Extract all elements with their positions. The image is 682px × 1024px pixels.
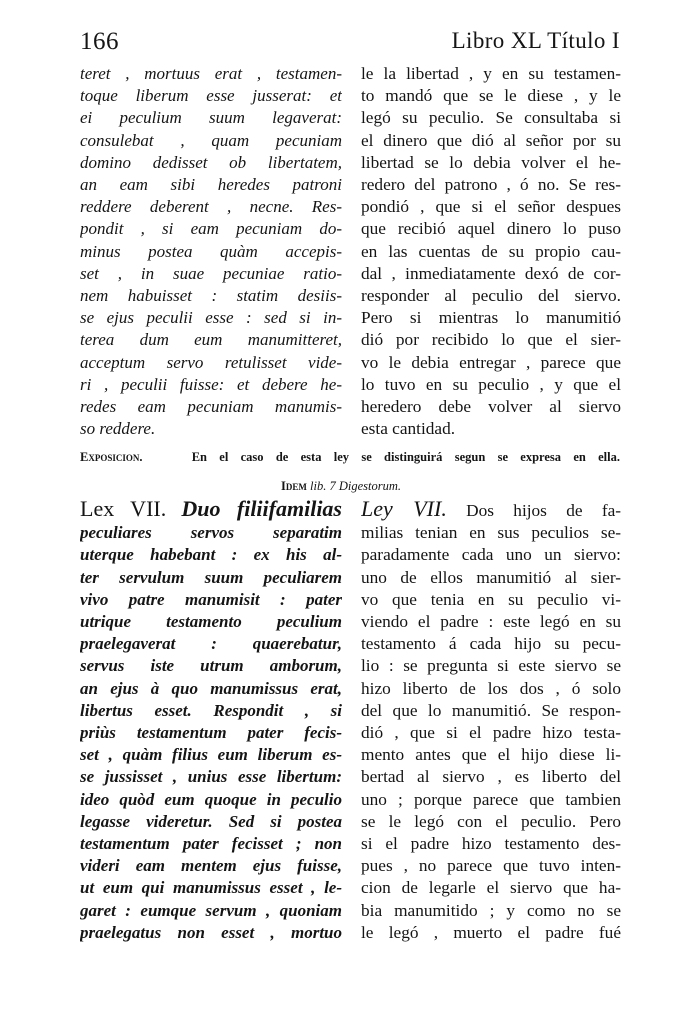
text-line: vo que tenia en su peculio vi- bbox=[361, 589, 621, 609]
text-line: garet : eumque servum , quoniam bbox=[80, 900, 342, 920]
text-line: pondió , que si el señor despues bbox=[361, 197, 621, 217]
text-line: ideo quòd eum quoque in peculio bbox=[80, 789, 342, 809]
text-line: el dinero que dió al señor por su bbox=[361, 130, 621, 150]
text-line: dal , inmediatamente dexó de cor- bbox=[361, 263, 621, 283]
text-line: domino dedisset ob libertatem, bbox=[80, 152, 342, 172]
text-line: se le legó con el peculio. Pero bbox=[361, 811, 621, 831]
page-number: 166 bbox=[80, 28, 119, 55]
text-line: nem habuisset : statim desiis- bbox=[80, 286, 342, 306]
text-line: testamento á cada hijo su pecu- bbox=[361, 634, 621, 654]
text-line: redes eam pecuniam manumis- bbox=[80, 397, 342, 417]
source-citation bbox=[0, 479, 682, 494]
text-line: ter servulum suum peculiarem bbox=[80, 567, 342, 587]
text-line: se ejus peculii esse : sed si in- bbox=[80, 308, 342, 328]
text-line: legasse videretur. Sed si postea bbox=[80, 811, 342, 831]
source-idem: Idem bbox=[281, 479, 307, 493]
text-line: bertad al siervo , es liberto del bbox=[361, 767, 621, 787]
text-line: cion de legarle el siervo que ha- bbox=[361, 878, 621, 898]
text-line: ei peculium suum legaverat: bbox=[80, 108, 342, 128]
text-line: servus iste utrum amborum, bbox=[80, 656, 342, 676]
text-line: uterque habebant : ex his al- bbox=[80, 545, 342, 565]
text-line: milias tenian en sus peculios se- bbox=[361, 523, 621, 543]
text-line: reddere deberent , necne. Res- bbox=[80, 197, 342, 217]
text-line: videri eam mentem ejus fuisse, bbox=[80, 856, 342, 876]
text-line: so reddere. bbox=[80, 419, 156, 439]
text-line: ri , peculii fuisse: et debere he- bbox=[80, 374, 342, 394]
text-line: priùs testamentum pater fecis- bbox=[80, 723, 342, 743]
text-line: an eam sibi heredes patroni bbox=[80, 175, 342, 195]
running-head bbox=[80, 28, 620, 58]
text-line: mento antes que el hijo diese li- bbox=[361, 745, 621, 765]
text-line: esta cantidad. bbox=[361, 419, 456, 439]
text-line: to mandó que se le diese , y le bbox=[361, 86, 621, 106]
exposicion-text: En el caso de esta ley se distinguirá segun se expresa en ella. bbox=[191, 450, 620, 464]
text-line: paradamente cada uno un siervo: bbox=[361, 545, 621, 565]
text-line: set , in suae pecuniae ratio- bbox=[80, 263, 342, 283]
text-line: toque liberum esse jusserat: et bbox=[80, 86, 342, 106]
source-reference: lib. 7 Digestorum. bbox=[306, 479, 401, 493]
text-line: en las cuentas de su propio cau- bbox=[361, 241, 621, 261]
text-line: vivo patre manumisit : pater bbox=[80, 589, 342, 609]
text-line: libertus esset. Respondit , si bbox=[80, 700, 342, 720]
spanish-column-bottom bbox=[361, 498, 621, 944]
text-line: praelegatus non esset , mortuo bbox=[80, 922, 342, 942]
text-line: peculiares servos separatim bbox=[80, 523, 342, 543]
spanish-column-top bbox=[361, 63, 621, 440]
ley-opening-words: Dos hijos de fa- bbox=[466, 501, 621, 520]
text-line: teret , mortuus erat , testamen- bbox=[80, 64, 342, 83]
latin-column-top bbox=[80, 63, 342, 440]
text-line: pondit , si eam pecuniam do- bbox=[80, 219, 342, 239]
text-line: consulebat , quam pecuniam bbox=[80, 130, 342, 150]
text-line: responder al peculio del siervo. bbox=[361, 286, 621, 306]
text-line: se jussisset , unius esse libertum: bbox=[80, 767, 342, 787]
text-line: bia manumitido ; y como no se bbox=[361, 900, 621, 920]
latin-column-bottom bbox=[80, 498, 342, 944]
lex-opening-words: Duo filiifamilias bbox=[181, 498, 342, 521]
text-line: le la libertad , y en su testamen- bbox=[361, 64, 621, 83]
text-line: que recibió aquel dinero lo puso bbox=[361, 219, 621, 239]
text-line: an ejus à quo manumissus erat, bbox=[80, 678, 342, 698]
text-line: redero del patrono , ó no. Se res- bbox=[361, 175, 621, 195]
lex-label: Lex VII. bbox=[80, 498, 167, 521]
text-line: testamentum pater fecisset ; non bbox=[80, 834, 342, 854]
spanish-lead-line bbox=[361, 498, 621, 522]
text-line: pues , no parece que tuvo inten- bbox=[361, 856, 621, 876]
text-line: minus postea quàm accepis- bbox=[80, 241, 342, 261]
text-line: uno de ellos manumitió al sier- bbox=[361, 567, 621, 587]
text-line: libertad se lo debia volver el he- bbox=[361, 152, 621, 172]
text-line: praelegaverat : quaerebatur, bbox=[80, 634, 342, 654]
text-line: dió , que si el padre hizo testa- bbox=[361, 723, 621, 743]
text-line: si el padre hizo testamento des- bbox=[361, 834, 621, 854]
text-line: acceptum servo retulisset vide- bbox=[80, 352, 342, 372]
text-line: lio : se pregunta si este siervo se bbox=[361, 656, 621, 676]
running-title: Libro XL Título I bbox=[451, 28, 620, 53]
text-line: Pero si mientras lo manumitió bbox=[361, 308, 621, 328]
text-line: set , quàm filius eum liberum es- bbox=[80, 745, 342, 765]
text-line: ut eum qui manumissus esset , le- bbox=[80, 878, 342, 898]
text-line: hizo liberto de los dos , ó solo bbox=[361, 678, 621, 698]
text-line: heredero debe volver al siervo bbox=[361, 397, 621, 417]
text-line: terea dum eum manumitteret, bbox=[80, 330, 342, 350]
text-line: legó su peculio. Se consultaba si bbox=[361, 108, 621, 128]
text-line: vo le debia entregar , parece que bbox=[361, 352, 621, 372]
text-line: dió por recibido lo que el sier- bbox=[361, 330, 621, 350]
text-line: lo tuvo en su peculio , y que el bbox=[361, 374, 621, 394]
text-line: le legó , muerto el padre fué bbox=[361, 922, 621, 942]
text-line: viendo el padre : este legó en su bbox=[361, 612, 621, 632]
ley-label: Ley VII. bbox=[361, 498, 447, 521]
text-line: uno ; porque parece que tambien bbox=[361, 789, 621, 809]
exposicion-note bbox=[80, 449, 620, 465]
exposicion-label: Exposicion. bbox=[80, 450, 143, 464]
text-line: utrique testamento peculium bbox=[80, 612, 342, 632]
text-line: del que lo manumitió. Se respon- bbox=[361, 700, 621, 720]
latin-lead-line bbox=[80, 498, 342, 522]
